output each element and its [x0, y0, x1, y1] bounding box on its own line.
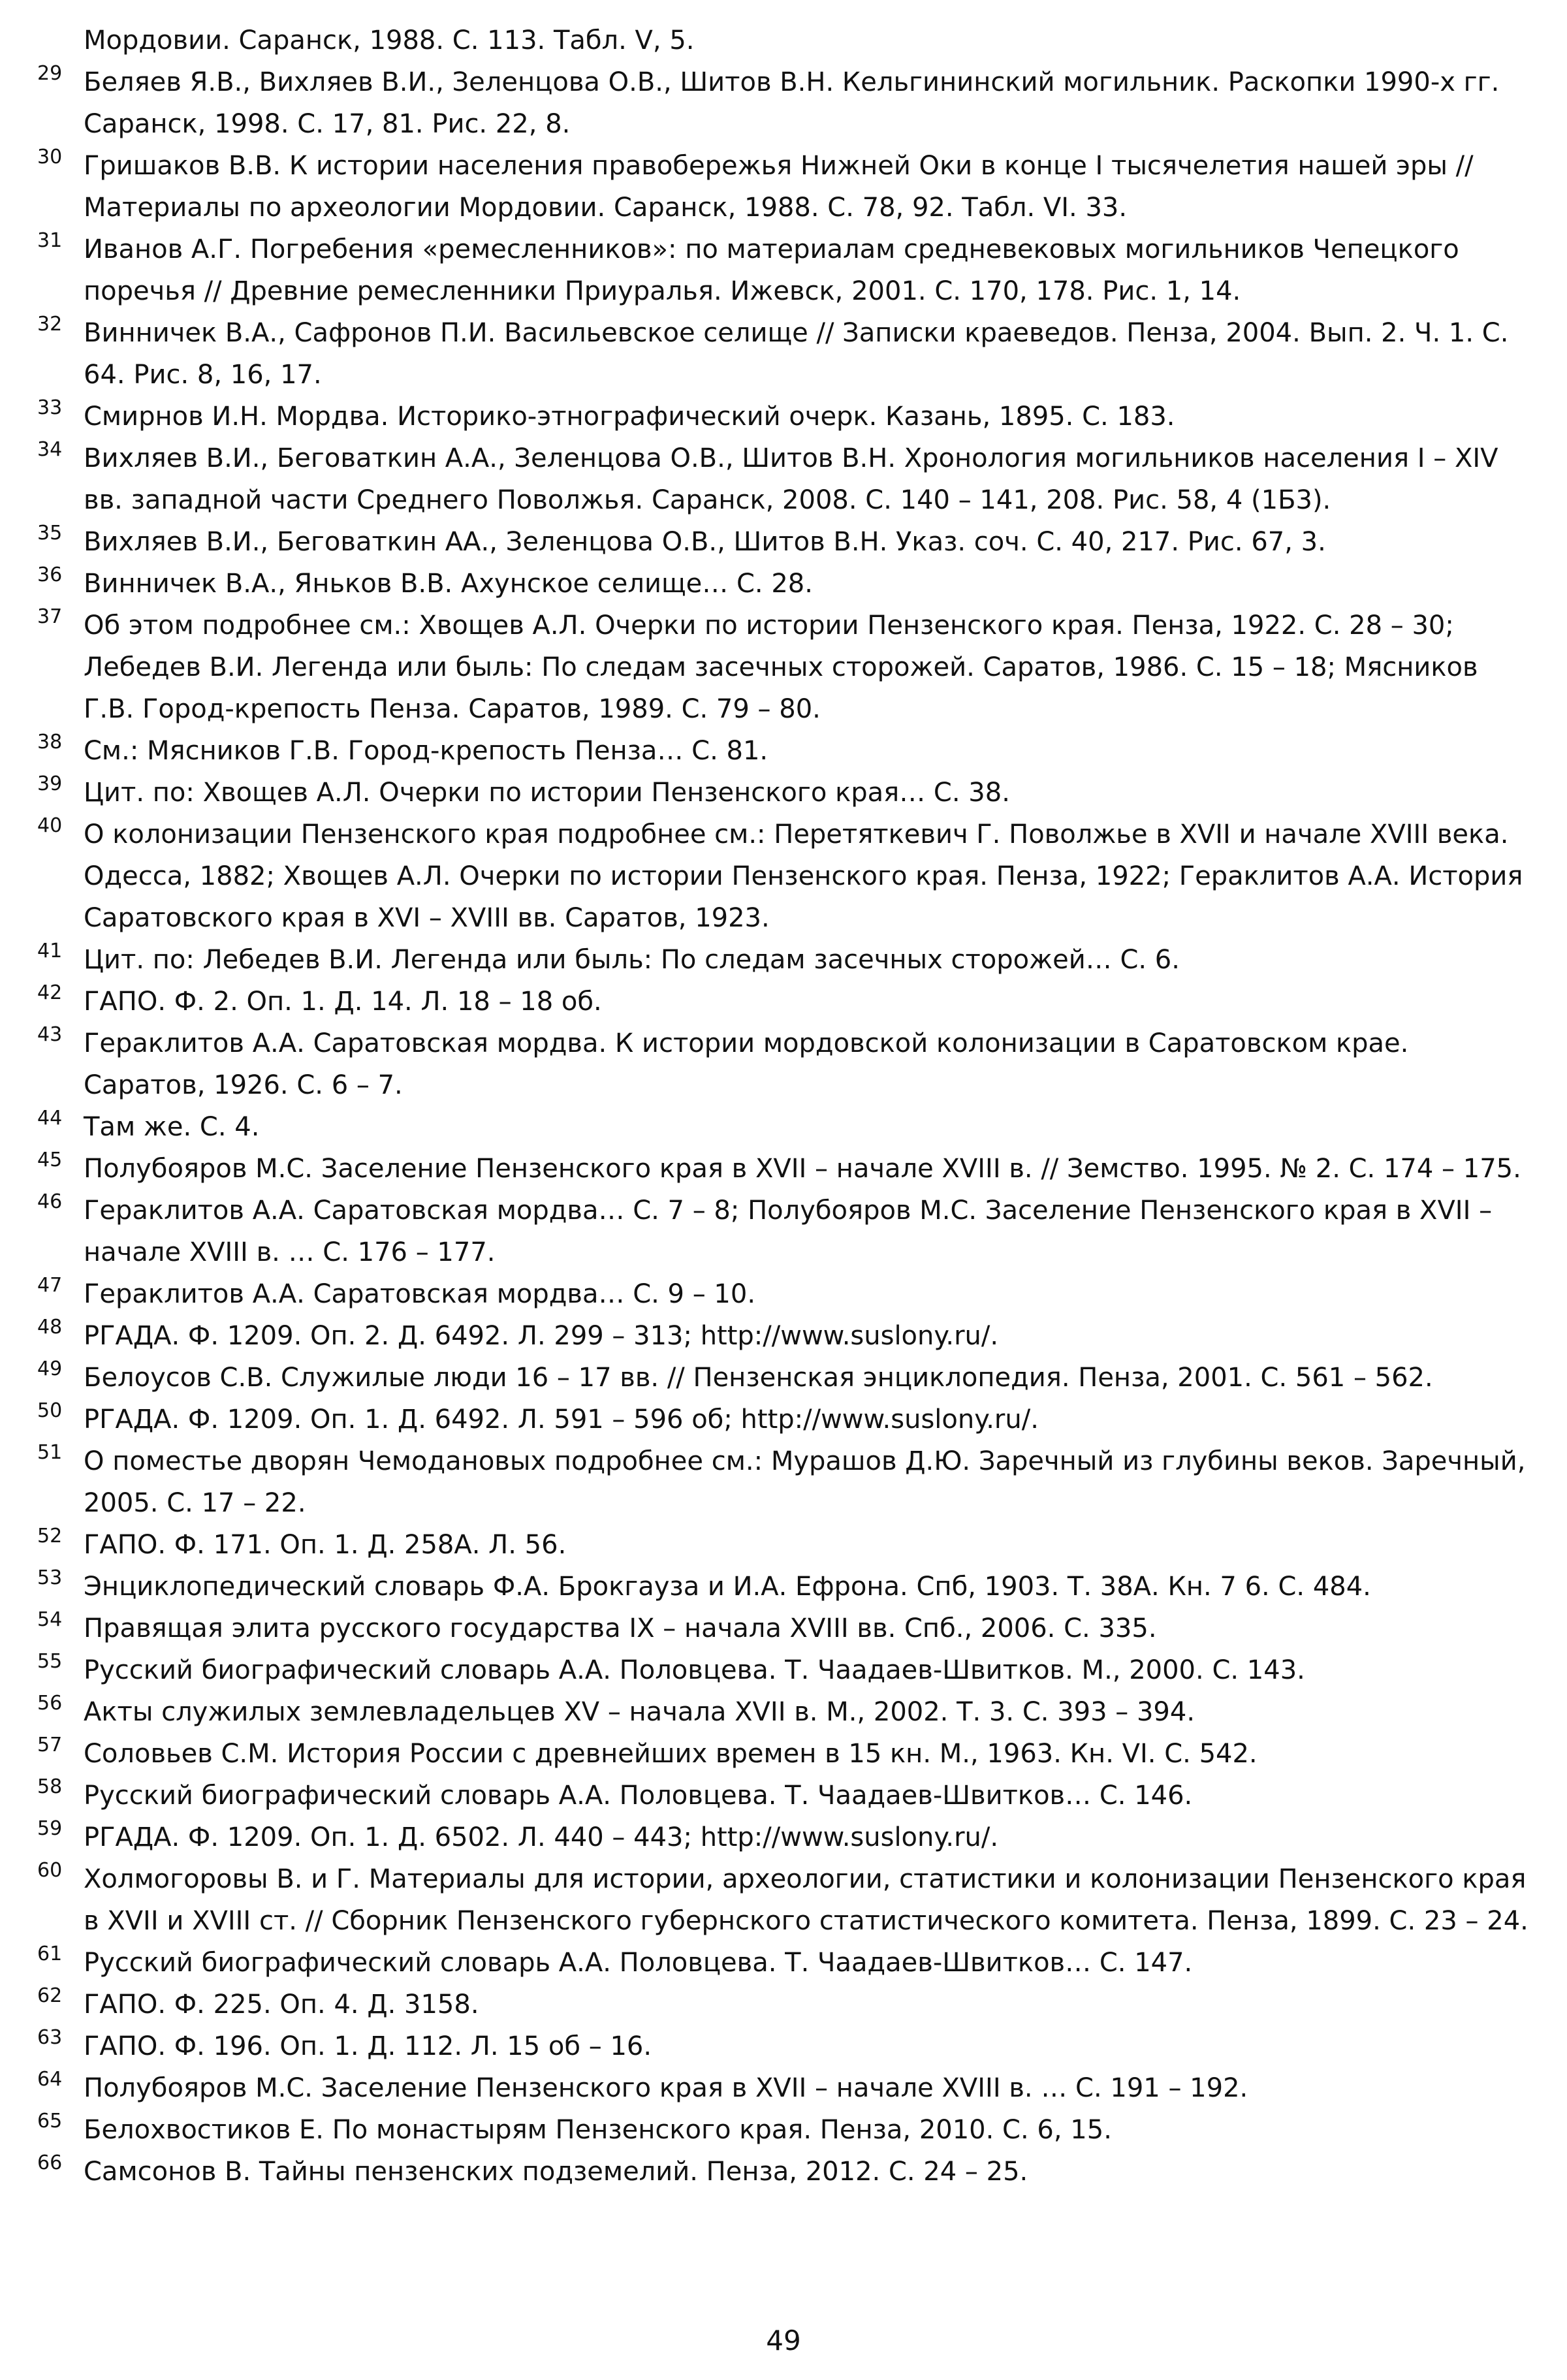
footnote-number: 60	[37, 1859, 63, 1882]
footnote-number: 32	[37, 313, 63, 336]
footnote	[37, 1817, 1532, 1858]
footnote-text: Акты служилых землевладельцев XV – начала XVII в. М., 2002. Т. 3. С. 393 – 394.	[84, 1697, 1195, 1727]
footnote	[37, 396, 1532, 437]
footnote	[37, 1315, 1532, 1357]
footnote-number: 36	[37, 563, 63, 586]
footnote	[37, 1942, 1532, 1984]
footnote-number: 31	[37, 229, 63, 252]
footnote	[37, 437, 1532, 521]
footnote	[37, 1649, 1532, 1691]
footnote	[37, 939, 1532, 981]
footnote	[37, 1399, 1532, 1440]
footnote-number: 64	[37, 2068, 63, 2091]
footnote-text: О поместье дворян Чемодановых подробнее см.: Мурашов Д.Ю. Заречный из глубины веков. Заречный, 2005. С. 17 – 22.	[84, 1446, 1526, 1518]
footnote-number: 47	[37, 1274, 63, 1297]
footnote	[37, 563, 1532, 605]
footnote-text: РГАДА. Ф. 1209. Оп. 1. Д. 6492. Л. 591 – 596 об; http://www.suslony.ru/.	[84, 1404, 1039, 1435]
footnote	[37, 1148, 1532, 1190]
footnote-number: 50	[37, 1399, 63, 1422]
footnote-text: Мордовии. Саранск, 1988. С. 113. Табл. V, 5.	[84, 25, 695, 56]
footnote-number: 30	[37, 146, 63, 168]
footnote-number: 62	[37, 1984, 63, 2007]
footnote	[37, 1775, 1532, 1817]
footnote	[37, 2109, 1532, 2151]
page-number: 49	[766, 2324, 801, 2356]
footnote-number: 52	[37, 1525, 63, 1547]
footnote-number: 53	[37, 1566, 63, 1589]
footnote-number: 29	[37, 62, 63, 85]
footnote-number: 40	[37, 814, 63, 837]
footnote-text: РГАДА. Ф. 1209. Оп. 1. Д. 6502. Л. 440 – 443; http://www.suslony.ru/.	[84, 1822, 999, 1852]
footnote-text: Белоусов С.В. Служилые люди 16 – 17 вв. // Пензенская энциклопедия. Пенза, 2001. С. 561 – 562.	[84, 1363, 1433, 1393]
footnote-number: 44	[37, 1107, 63, 1130]
footnote-text: О колонизации Пензенского края подробнее см.: Перетяткевич Г. Поволжье в XVII и начале XVIII века. Одесса, 1882; Хвощев А.Л. Очерки по истории Пензенского края. Пенза, 1922; Гераклитов А.А. История Саратовского края в XVI – XVIII вв. Саратов, 1923.	[84, 819, 1523, 933]
footnote-number: 35	[37, 522, 63, 545]
footnote-text: Там же. С. 4.	[84, 1112, 260, 1142]
footnote	[37, 521, 1532, 563]
footnote-number: 33	[37, 396, 63, 419]
footnote-text: Винничек В.А., Сафронов П.И. Васильевское селище // Записки краеведов. Пенза, 2004. Вып. 2. Ч. 1. С. 64. Рис. 8, 16, 17.	[84, 318, 1509, 390]
footnote	[37, 145, 1532, 229]
footnote-text: Русский биографический словарь А.А. Половцева. Т. Чаадаев-Швитков… С. 147.	[84, 1948, 1193, 1978]
footnote-text: Русский биографический словарь А.А. Половцева. Т. Чаадаев-Швитков. М., 2000. С. 143.	[84, 1655, 1305, 1685]
footnote-text: Правящая элита русского государства IX – начала XVIII вв. Спб., 2006. С. 335.	[84, 1613, 1157, 1643]
footnote-text: ГАПО. Ф. 225. Оп. 4. Д. 3158.	[84, 1990, 479, 2020]
footnote-text: Вихляев В.И., Беговаткин А.А., Зеленцова О.В., Шитов В.Н. Хронология могильников населения I – XIV вв. западной части Среднего Поволжья. Саранск, 2008. С. 140 – 141, 208. Рис. 58, 4 (1Б3).	[84, 443, 1498, 515]
footnote-number: 61	[37, 1943, 63, 1965]
footnote	[37, 1023, 1532, 1106]
footnote-number: 55	[37, 1650, 63, 1673]
footnote	[37, 1106, 1532, 1148]
footnote	[37, 1440, 1532, 1524]
footnote	[37, 1357, 1532, 1399]
footnote-text: ГАПО. Ф. 171. Оп. 1. Д. 258А. Л. 56.	[84, 1530, 567, 1560]
footnote-number: 48	[37, 1316, 63, 1339]
footnote-number: 39	[37, 772, 63, 795]
footnote	[37, 2025, 1532, 2067]
footnote	[37, 1273, 1532, 1315]
footnote-text: Полубояров М.С. Заселение Пензенского края в XVII – начале XVIII в. // Земство. 1995. № 2. С. 174 – 175.	[84, 1154, 1521, 1184]
footnote-number: 63	[37, 2026, 63, 2049]
footnote	[37, 2151, 1532, 2193]
footnote-text: Об этом подробнее см.: Хвощев А.Л. Очерки по истории Пензенского края. Пенза, 1922. С. 28 – 30; Лебедев В.И. Легенда или быль: По следам засечных сторожей. Саратов, 1986. С. 15 – 18; Мясников Г.В. Город-крепость Пенза. Саратов, 1989. С. 79 – 80.	[84, 611, 1478, 724]
footnote-text: Белохвостиков Е. По монастырям Пензенского края. Пенза, 2010. С. 6, 15.	[84, 2115, 1112, 2145]
footnote	[37, 2067, 1532, 2109]
footnote-number: 42	[37, 981, 63, 1004]
footnote	[37, 1733, 1532, 1775]
footnote	[37, 605, 1532, 730]
footnote	[37, 1524, 1532, 1566]
footnote-text: ГАПО. Ф. 2. Оп. 1. Д. 14. Л. 18 – 18 об.	[84, 987, 602, 1017]
footnote-text: Иванов А.Г. Погребения «ремесленников»: по материалам средневековых могильников Чепецкого поречья // Древние ремесленники Приуралья. Ижевск, 2001. С. 170, 178. Рис. 1, 14.	[84, 234, 1459, 306]
footnote-text: Цит. по: Лебедев В.И. Легенда или быль: По следам засечных сторожей… С. 6.	[84, 945, 1180, 975]
footnote-number: 56	[37, 1692, 63, 1715]
footnote	[37, 1858, 1532, 1942]
footnote-number: 54	[37, 1608, 63, 1631]
footnote-number: 51	[37, 1441, 63, 1464]
footnote-text: Самсонов В. Тайны пензенских подземелий. Пенза, 2012. С. 24 – 25.	[84, 2157, 1028, 2187]
footnote-number: 57	[37, 1734, 63, 1756]
footnotes-list	[37, 20, 1532, 2193]
footnote-text: Соловьев С.М. История России с древнейших времен в 15 кн. М., 1963. Кн. VI. С. 542.	[84, 1739, 1258, 1769]
footnote-number: 49	[37, 1357, 63, 1380]
footnote-number: 45	[37, 1149, 63, 1171]
footnote	[37, 981, 1532, 1023]
footnote-number: 41	[37, 940, 63, 962]
footnote	[37, 730, 1532, 772]
footnote	[37, 772, 1532, 814]
footnote-text: Гераклитов А.А. Саратовская мордва… С. 9 – 10.	[84, 1279, 756, 1309]
footnote-text: Энциклопедический словарь Ф.А. Брокгауза и И.А. Ефрона. Спб, 1903. Т. 38А. Кн. 7 6. С. 484.	[84, 1572, 1371, 1602]
footnote-number: 46	[37, 1190, 63, 1213]
footnote	[37, 61, 1532, 145]
footnote	[37, 1608, 1532, 1649]
footnote-text: Полубояров М.С. Заселение Пензенского края в XVII – начале XVIII в. … С. 191 – 192.	[84, 2073, 1248, 2103]
footnote	[37, 814, 1532, 939]
footnote-number: 58	[37, 1775, 63, 1798]
footnote-text: ГАПО. Ф. 196. Оп. 1. Д. 112. Л. 15 об – 16.	[84, 2031, 652, 2061]
footnote	[37, 1691, 1532, 1733]
footnote-number: 66	[37, 2151, 63, 2174]
footnote	[37, 1190, 1532, 1273]
footnote-number: 37	[37, 605, 63, 628]
footnote-text: Винничек В.А., Яньков В.В. Ахунское селище… С. 28.	[84, 569, 813, 599]
footnote-text: Гераклитов А.А. Саратовская мордва… С. 7 – 8; Полубояров М.С. Заселение Пензенского края в XVII – начале XVIII в. … С. 176 – 177.	[84, 1196, 1493, 1267]
footnote-text: Смирнов И.Н. Мордва. Историко-этнографический очерк. Казань, 1895. С. 183.	[84, 402, 1175, 432]
footnote-text: Холмогоровы В. и Г. Материалы для истории, археологии, статистики и колонизации Пензенского края в XVII и XVIII ст. // Сборник Пензенского губернского статистического комитета. Пенза, 1899. С. 23 – 24.	[84, 1864, 1528, 1936]
footnote-text: Вихляев В.И., Беговаткин АА., Зеленцова О.В., Шитов В.Н. Указ. соч. С. 40, 217. Рис. 67, 3.	[84, 527, 1326, 557]
footnote-number: 43	[37, 1023, 63, 1046]
footnote	[37, 1984, 1532, 2025]
footnote	[37, 229, 1532, 312]
footnote	[37, 1566, 1532, 1608]
footnote-text: Беляев Я.В., Вихляев В.И., Зеленцова О.В., Шитов В.Н. Кельгининский могильник. Раскопки 1990-х гг. Саранск, 1998. С. 17, 81. Рис. 22, 8.	[84, 67, 1500, 139]
footnote-text: Гераклитов А.А. Саратовская мордва. К истории мордовской колонизации в Саратовском крае. Саратов, 1926. С. 6 – 7.	[84, 1028, 1409, 1100]
footnote-number: 59	[37, 1817, 63, 1840]
footnote-text: РГАДА. Ф. 1209. Оп. 2. Д. 6492. Л. 299 – 313; http://www.suslony.ru/.	[84, 1321, 999, 1351]
footnote-text: Гришаков В.В. К истории населения правобережья Нижней Оки в конце I тысячелетия нашей эры // Материалы по археологии Мордовии. Саранск, 1988. С. 78, 92. Табл. VI. 33.	[84, 151, 1474, 223]
footnote	[37, 20, 1532, 61]
footnote-number: 65	[37, 2110, 63, 2133]
footnote-number: 34	[37, 438, 63, 461]
footnote-number: 38	[37, 731, 63, 754]
footnote	[37, 312, 1532, 396]
footnote-text: Русский биографический словарь А.А. Половцева. Т. Чаадаев-Швитков… С. 146.	[84, 1781, 1193, 1811]
footnote-text: См.: Мясников Г.В. Город-крепость Пенза… С. 81.	[84, 736, 768, 766]
footnote-text: Цит. по: Хвощев А.Л. Очерки по истории Пензенского края… С. 38.	[84, 778, 1010, 808]
